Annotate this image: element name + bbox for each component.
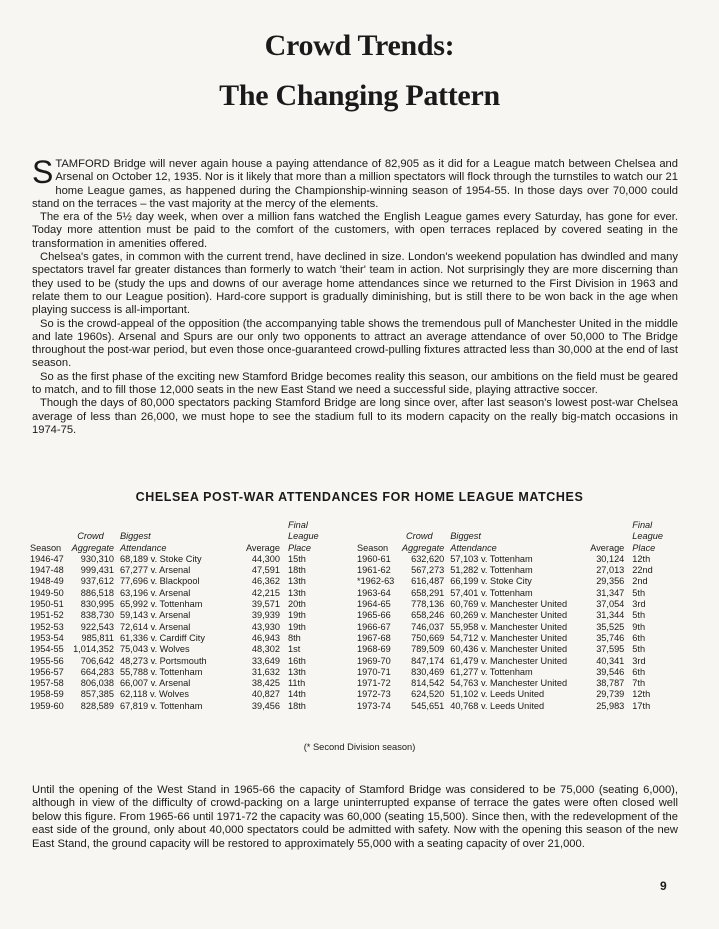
league-place-cell: 18th xyxy=(288,565,306,576)
average-cell: 29,356 xyxy=(596,576,625,587)
header-attendance: Attendance xyxy=(450,542,497,553)
league-place-cell: 15th xyxy=(288,553,306,564)
header-crowd: Crowd xyxy=(77,531,104,542)
closing-paragraph: Until the opening of the West Stand in 1965-66 the capacity of Stamford Bridge was considered to be 75,000 (seating 6,000), although in view of the difficulty of crowd-packing on a large uninterrupted expanse of terrace the gates were often closed well below this figure. From 1965-66 until 1971-72 the capacity was 60,000 (seating 15,500). Since then, with the redevelopment of the east side of the ground, only about 40,000 spectators could be admitted with safety. Now with the opening this season of the new East Stand, the ground capacity will be restored to approximately 55,000 with a seating capacity of over 21,000. xyxy=(32,784,678,850)
season-cell: 1950-51 xyxy=(30,599,64,610)
average-cell: 37,054 xyxy=(596,599,625,610)
header-aggregate: Aggregate xyxy=(71,542,114,553)
table-row xyxy=(30,701,328,712)
league-place-cell: 1st xyxy=(288,644,301,655)
biggest-attendance-cell: 60,269 v. Manchester United xyxy=(450,610,568,621)
crowd-aggregate-cell: 922,543 xyxy=(80,621,114,632)
crowd-aggregate-cell: 814,542 xyxy=(411,678,445,689)
header-aggregate: Aggregate xyxy=(401,542,445,553)
season-cell: 1973-74 xyxy=(357,700,391,711)
average-cell: 35,525 xyxy=(596,621,625,632)
table-row xyxy=(357,667,666,678)
league-place-cell: 12th xyxy=(632,553,651,564)
header-place: Place xyxy=(632,542,656,553)
biggest-attendance-cell: 65,992 v. Tottenham xyxy=(120,599,203,610)
league-place-cell: 5th xyxy=(632,610,646,621)
table-row xyxy=(357,622,666,633)
average-cell: 31,632 xyxy=(251,666,280,677)
season-cell: 1963-64 xyxy=(357,587,391,598)
league-place-cell: 3rd xyxy=(632,655,646,666)
league-place-cell: 20th xyxy=(288,599,306,610)
league-place-cell: 16th xyxy=(288,655,306,666)
season-cell: 1965-66 xyxy=(357,610,391,621)
league-place-cell: 13th xyxy=(288,666,306,677)
header-crowd: Crowd xyxy=(406,531,433,542)
average-cell: 42,215 xyxy=(251,587,280,598)
average-cell: 40,341 xyxy=(596,655,625,666)
table-row xyxy=(357,576,666,587)
biggest-attendance-cell: 62,118 v. Wolves xyxy=(120,689,189,700)
biggest-attendance-cell: 75,043 v. Wolves xyxy=(120,644,190,655)
biggest-attendance-cell: 61,479 v. Manchester United xyxy=(450,655,568,666)
closing-text xyxy=(32,784,678,851)
season-cell: 1969-70 xyxy=(357,655,391,666)
intro-paragraph-3: Chelsea's gates, in common with the current trend, have declined in size. London's weekend population has dwindled and many spectators travel far greater distances than formerly to watch 'their' team in action. Not surprisingly they are more discerning than they used to be (study the ups and downs of our average home attendances since we returned to the First Division in 1963 and relate them to our League position). Hard-core support is gradually diminishing, but is still there to be won back in the age when playing success is all-important. xyxy=(32,251,678,317)
crowd-aggregate-cell: 778,136 xyxy=(411,599,445,610)
season-cell: 1970-71 xyxy=(357,666,391,677)
season-cell: 1960-61 xyxy=(357,553,391,564)
page-title-line-2: The Changing Pattern xyxy=(219,79,500,112)
header-attendance: Attendance xyxy=(120,542,167,553)
attendance-table-left xyxy=(30,520,328,712)
league-place-cell: 7th xyxy=(632,678,646,689)
crowd-aggregate-cell: 828,589 xyxy=(80,700,114,711)
intro-paragraph-1 xyxy=(32,154,678,211)
header-season: Season xyxy=(30,542,62,553)
league-place-cell: 13th xyxy=(288,587,306,598)
biggest-attendance-cell: 60,769 v. Manchester United xyxy=(450,599,568,610)
drop-cap: S xyxy=(32,154,54,190)
crowd-aggregate-cell: 838,730 xyxy=(80,610,114,621)
biggest-attendance-cell: 61,277 v. Tottenham xyxy=(450,666,533,677)
average-cell: 30,124 xyxy=(596,553,625,564)
biggest-attendance-cell: 67,277 v. Arsenal xyxy=(120,565,191,576)
league-place-cell: 8th xyxy=(288,632,301,643)
league-place-cell: 6th xyxy=(632,666,646,677)
average-cell: 39,939 xyxy=(251,610,280,621)
table-row xyxy=(30,644,328,655)
table-row xyxy=(30,576,328,587)
crowd-aggregate-cell: 937,612 xyxy=(80,576,114,587)
league-place-cell: 2nd xyxy=(632,576,648,587)
table-row xyxy=(357,588,666,599)
season-cell: 1957-58 xyxy=(30,678,64,689)
table-row xyxy=(30,689,328,700)
biggest-attendance-cell: 66,199 v. Stoke City xyxy=(450,576,532,587)
crowd-aggregate-cell: 999,431 xyxy=(80,565,114,576)
league-place-cell: 11th xyxy=(288,678,306,689)
league-place-cell: 19th xyxy=(288,621,306,632)
biggest-attendance-cell: 66,007 v. Arsenal xyxy=(120,678,191,689)
biggest-attendance-cell: 59,143 v. Arsenal xyxy=(120,610,191,621)
average-cell: 29,739 xyxy=(596,689,625,700)
league-place-cell: 14th xyxy=(288,689,306,700)
header-final: Final xyxy=(632,520,653,530)
header-biggest: Biggest xyxy=(450,531,481,542)
league-place-cell: 6th xyxy=(632,632,646,643)
crowd-aggregate-cell: 567,273 xyxy=(411,565,445,576)
table-row xyxy=(30,554,328,565)
intro-text xyxy=(32,154,678,437)
season-cell: 1961-62 xyxy=(357,565,391,576)
league-place-cell: 22nd xyxy=(632,565,653,576)
league-place-cell: 9th xyxy=(632,621,646,632)
season-cell: *1962-63 xyxy=(357,576,395,587)
biggest-attendance-cell: 57,103 v. Tottenham xyxy=(450,553,533,564)
average-cell: 35,746 xyxy=(596,632,625,643)
biggest-attendance-cell: 72,614 v. Arsenal xyxy=(120,621,191,632)
table-row xyxy=(357,565,666,576)
crowd-aggregate-cell: 706,642 xyxy=(80,655,114,666)
season-cell: 1956-57 xyxy=(30,666,64,677)
table-row xyxy=(30,565,328,576)
intro-paragraph-6: Though the days of 80,000 spectators packing Stamford Bridge are long since over, after last season's lowest post-war Chelsea average of less than 26,000, we must hope to see the stadium full to its modern capacity on the really big-match occasions in 1974-75. xyxy=(32,397,678,436)
crowd-aggregate-cell: 830,469 xyxy=(411,666,445,677)
header-average: Average xyxy=(590,542,625,553)
table-row xyxy=(357,656,666,667)
header-season: Season xyxy=(357,542,389,553)
table-row xyxy=(30,633,328,644)
table-row xyxy=(30,678,328,689)
season-cell: 1955-56 xyxy=(30,655,64,666)
season-cell: 1967-68 xyxy=(357,632,391,643)
biggest-attendance-cell: 48,273 v. Portsmouth xyxy=(120,655,207,666)
crowd-aggregate-cell: 930,310 xyxy=(80,553,114,564)
table-row xyxy=(357,644,666,655)
biggest-attendance-cell: 68,189 v. Stoke City xyxy=(120,553,202,564)
average-cell: 33,649 xyxy=(251,655,280,666)
crowd-aggregate-cell: 664,283 xyxy=(80,666,114,677)
intro-paragraph-4: So is the crowd-appeal of the opposition (the accompanying table shows the tremendous pull of Manchester United in the middle and late 1960s). Arsenal and Spurs are our only two opponents to attract an average attendance of over 50,000 to The Bridge throughout the post-war period, but even those once-guaranteed crowd-pulling fixtures attracted less than 30,000 at the end of last season. xyxy=(32,317,678,370)
table-row xyxy=(357,678,666,689)
crowd-aggregate-cell: 746,037 xyxy=(411,621,445,632)
crowd-aggregate-cell: 750,669 xyxy=(411,632,445,643)
crowd-aggregate-cell: 1,014,352 xyxy=(73,644,114,655)
season-cell: 1949-50 xyxy=(30,587,64,598)
season-cell: 1951-52 xyxy=(30,610,64,621)
average-cell: 27,013 xyxy=(596,565,625,576)
league-place-cell: 5th xyxy=(632,587,646,598)
table-row xyxy=(30,667,328,678)
season-cell: 1966-67 xyxy=(357,621,391,632)
table-row xyxy=(30,610,328,621)
table-row xyxy=(357,554,666,565)
average-cell: 38,425 xyxy=(251,678,280,689)
crowd-aggregate-cell: 789,509 xyxy=(411,644,445,655)
table-row xyxy=(357,701,666,712)
average-cell: 44,300 xyxy=(251,553,280,564)
average-cell: 47,591 xyxy=(251,565,280,576)
table-row xyxy=(30,588,328,599)
biggest-attendance-cell: 54,712 v. Manchester United xyxy=(450,632,568,643)
crowd-aggregate-cell: 806,038 xyxy=(80,678,114,689)
header-league: League xyxy=(288,531,319,542)
biggest-attendance-cell: 63,196 v. Arsenal xyxy=(120,587,191,598)
table-row xyxy=(30,599,328,610)
table-footnote: (* Second Division season) xyxy=(303,742,416,752)
crowd-aggregate-cell: 632,620 xyxy=(411,553,445,564)
season-cell: 1959-60 xyxy=(30,700,64,711)
average-cell: 25,983 xyxy=(596,700,625,711)
average-cell: 31,347 xyxy=(596,587,625,598)
average-cell: 39,546 xyxy=(596,666,625,677)
table-row xyxy=(30,622,328,633)
biggest-attendance-cell: 61,336 v. Cardiff City xyxy=(120,632,205,643)
average-cell: 31,344 xyxy=(596,610,625,621)
season-cell: 1971-72 xyxy=(357,678,391,689)
intro-paragraph-2: The era of the 5½ day week, when over a million fans watched the English League games every Saturday, has gone for ever. Today more attention must be paid to the comfort of the customers, with open terraces replaced by covered seating in the transformation in amenities offered. xyxy=(32,211,678,250)
average-cell: 40,827 xyxy=(251,689,280,700)
season-cell: 1972-73 xyxy=(357,689,391,700)
table-row xyxy=(357,599,666,610)
crowd-aggregate-cell: 985,811 xyxy=(81,632,114,643)
season-cell: 1958-59 xyxy=(30,689,64,700)
biggest-attendance-cell: 67,819 v. Tottenham xyxy=(120,700,203,711)
table-row xyxy=(30,656,328,667)
header-biggest: Biggest xyxy=(120,531,151,542)
league-place-cell: 18th xyxy=(288,700,306,711)
intro-paragraph-1-text: TAMFORD Bridge will never again house a paying attendance of 82,905 as it did for a League match between Chelsea and Arsenal on October 12, 1935. Nor is it likely that more than a million spectators will flock through the turnstiles to watch our 21 home League games, as happened during the Championship-winning season of 1954-55. In those days over 70,000 could stand on the terraces – the vast majority at the mercy of the elements. xyxy=(32,158,678,210)
biggest-attendance-cell: 57,401 v. Tottenham xyxy=(450,587,533,598)
biggest-attendance-cell: 55,788 v. Tottenham xyxy=(120,666,203,677)
biggest-attendance-cell: 60,436 v. Manchester United xyxy=(450,644,568,655)
table-title: CHELSEA POST-WAR ATTENDANCES FOR HOME LEAGUE MATCHES xyxy=(135,490,584,504)
header-league: League xyxy=(632,531,663,542)
season-cell: 1953-54 xyxy=(30,632,64,643)
average-cell: 38,787 xyxy=(596,678,625,689)
page-title-line-1: Crowd Trends: xyxy=(264,29,455,62)
attendance-table-right xyxy=(357,520,666,712)
season-cell: 1954-55 xyxy=(30,644,64,655)
crowd-aggregate-cell: 658,291 xyxy=(411,587,445,598)
league-place-cell: 13th xyxy=(288,576,306,587)
crowd-aggregate-cell: 624,520 xyxy=(411,689,445,700)
header-place: Place xyxy=(288,542,311,553)
crowd-aggregate-cell: 658,246 xyxy=(411,610,445,621)
biggest-attendance-cell: 77,696 v. Blackpool xyxy=(120,576,200,587)
crowd-aggregate-cell: 545,651 xyxy=(411,700,445,711)
season-cell: 1946-47 xyxy=(30,553,64,564)
crowd-aggregate-cell: 857,385 xyxy=(80,689,114,700)
average-cell: 46,943 xyxy=(251,632,280,643)
average-cell: 37,595 xyxy=(596,644,625,655)
season-cell: 1948-49 xyxy=(30,576,64,587)
biggest-attendance-cell: 54,763 v. Manchester United xyxy=(450,678,568,689)
crowd-aggregate-cell: 886,518 xyxy=(80,587,114,598)
table-row xyxy=(357,610,666,621)
league-place-cell: 17th xyxy=(632,700,651,711)
header-average: Average xyxy=(245,542,280,553)
biggest-attendance-cell: 51,102 v. Leeds United xyxy=(450,689,545,700)
average-cell: 46,362 xyxy=(251,576,280,587)
crowd-aggregate-cell: 847,174 xyxy=(411,655,445,666)
crowd-aggregate-cell: 616,487 xyxy=(411,576,445,587)
season-cell: 1964-65 xyxy=(357,599,391,610)
season-cell: 1968-69 xyxy=(357,644,391,655)
league-place-cell: 5th xyxy=(632,644,646,655)
table-row xyxy=(357,689,666,700)
biggest-attendance-cell: 55,958 v. Manchester United xyxy=(450,621,568,632)
league-place-cell: 3rd xyxy=(632,599,646,610)
crowd-aggregate-cell: 830,995 xyxy=(80,599,114,610)
intro-paragraph-5: So as the first phase of the exciting new Stamford Bridge becomes reality this season, our ambitions on the field must be geared to match, and to fill those 12,000 seats in the new East Stand we need a successful side, playing attractive soccer. xyxy=(32,370,678,397)
header-final: Final xyxy=(288,520,308,530)
table-row xyxy=(357,633,666,644)
season-cell: 1952-53 xyxy=(30,621,64,632)
league-place-cell: 12th xyxy=(632,689,651,700)
page-number: 9 xyxy=(660,879,667,893)
biggest-attendance-cell: 51,282 v. Tottenham xyxy=(450,565,533,576)
average-cell: 39,571 xyxy=(251,599,280,610)
average-cell: 43,930 xyxy=(251,621,280,632)
league-place-cell: 19th xyxy=(288,610,306,621)
season-cell: 1947-48 xyxy=(30,565,64,576)
average-cell: 39,456 xyxy=(251,700,280,711)
average-cell: 48,302 xyxy=(251,644,280,655)
biggest-attendance-cell: 40,768 v. Leeds United xyxy=(450,700,545,711)
